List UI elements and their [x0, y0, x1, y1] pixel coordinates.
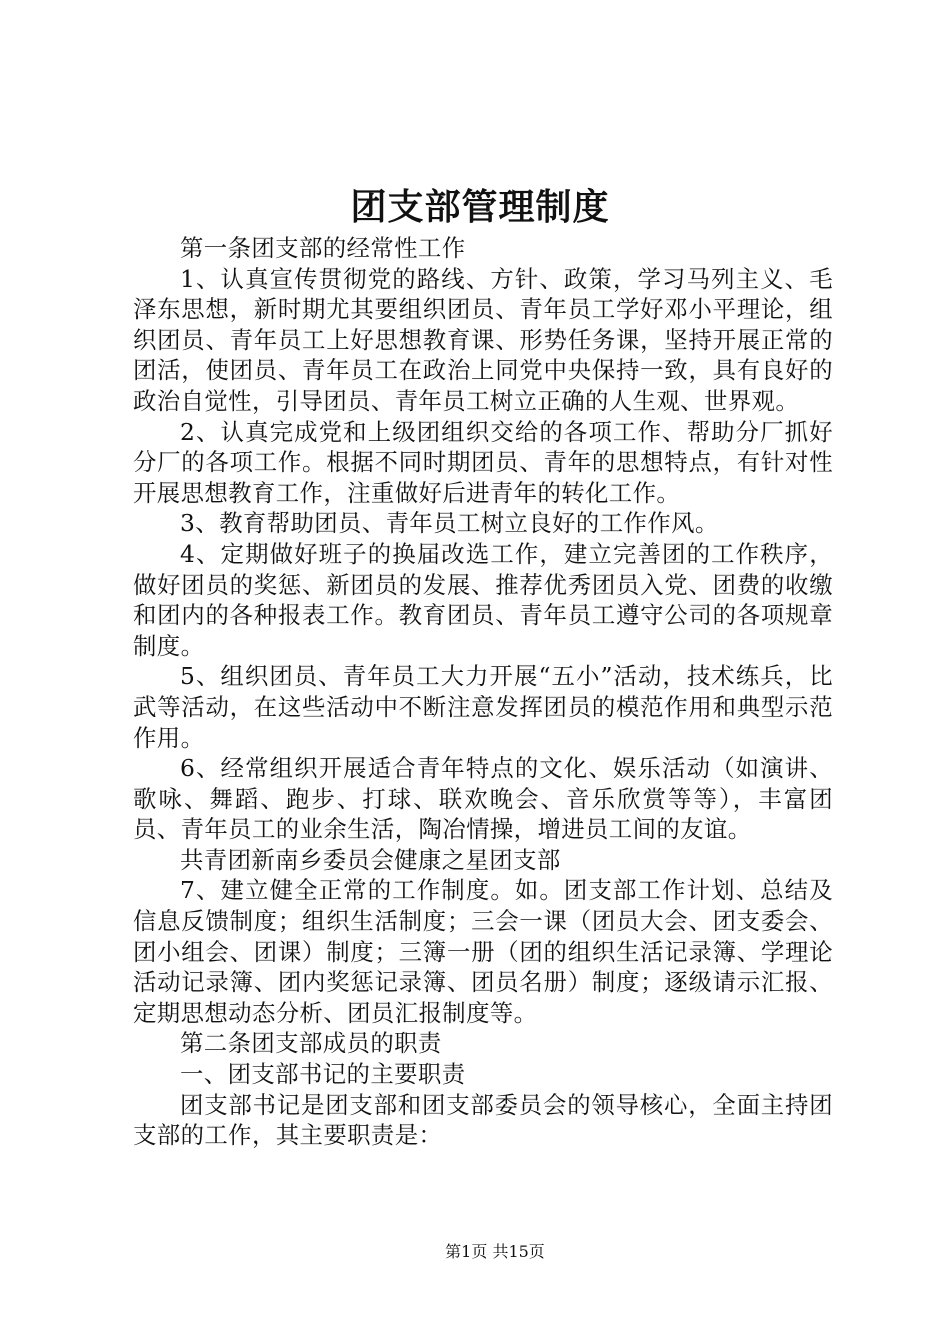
paragraph-organization-name: 共青团新南乡委员会健康之星团支部	[180, 845, 561, 874]
paragraph-article-1-heading: 第一条团支部的经常性工作	[180, 234, 466, 262]
paragraph-item-1: 1、认真宣传贯彻党的路线、方针、政策，学习马列主义、毛泽东思想，新时期尤其要组织团员、青年员工学好邓小平理论，组织团员、青年员工上好思想教育课、形势任务课，坚持开展正常的团活，使团员、青年员工在政治上同党中央保持一致，具有良好的政治自觉性，引导团员、青年员工树立正确的人生观、世界观。	[133, 264, 833, 415]
paragraph-item-3: 3、教育帮助团员、青年员工树立良好的工作作风。	[180, 509, 719, 538]
paragraph-item-2: 2、认真完成党和上级团组织交给的各项工作、帮助分厂抓好分厂的各项工作。根据不同时期团员、青年的思想特点，有针对性开展思想教育工作，注重做好后进青年的转化工作。	[133, 417, 833, 507]
paragraph-item-5: 5、组织团员、青年员工大力开展“五小”活动，技术练兵，比武等活动，在这些活动中不断注意发挥团员的模范作用和典型示范作用。	[133, 662, 833, 752]
page-number-footer: 第1页 共15页	[445, 1242, 545, 1261]
document-title: 团支部管理制度	[350, 186, 610, 228]
paragraph-item-6: 6、经常组织开展适合青年特点的文化、娱乐活动（如演讲、歌咏、舞蹈、跑步、打球、联欢晚会、音乐欣赏等等），丰富团员、青年员工的业余生活，陶冶情操，增进员工间的友谊。	[133, 754, 833, 844]
paragraph-section-1-heading: 一、团支部书记的主要职责	[180, 1060, 466, 1089]
paragraph-item-4: 4、定期做好班子的换届改选工作，建立完善团的工作秩序，做好团员的奖惩、新团员的发展、推荐优秀团员入党、团费的收缴和团内的各种报表工作。教育团员、青年员工遵守公司的各项规章制度。	[133, 539, 833, 660]
paragraph-secretary-duties: 团支部书记是团支部和团支部委员会的领导核心，全面主持团支部的工作，其主要职责是：	[133, 1090, 833, 1150]
document-body	[133, 233, 833, 1151]
paragraph-item-7: 7、建立健全正常的工作制度。如。团支部工作计划、总结及信息反馈制度；组织生活制度；三会一课（团员大会、团支委会、团小组会、团课）制度；三簿一册（团的组织生活记录簿、学理论活动记录簿、团内奖惩记录簿、团员名册）制度；逐级请示汇报、定期思想动态分析、团员汇报制度等。	[133, 876, 833, 1027]
paragraph-article-2-heading: 第二条团支部成员的职责	[180, 1029, 442, 1058]
